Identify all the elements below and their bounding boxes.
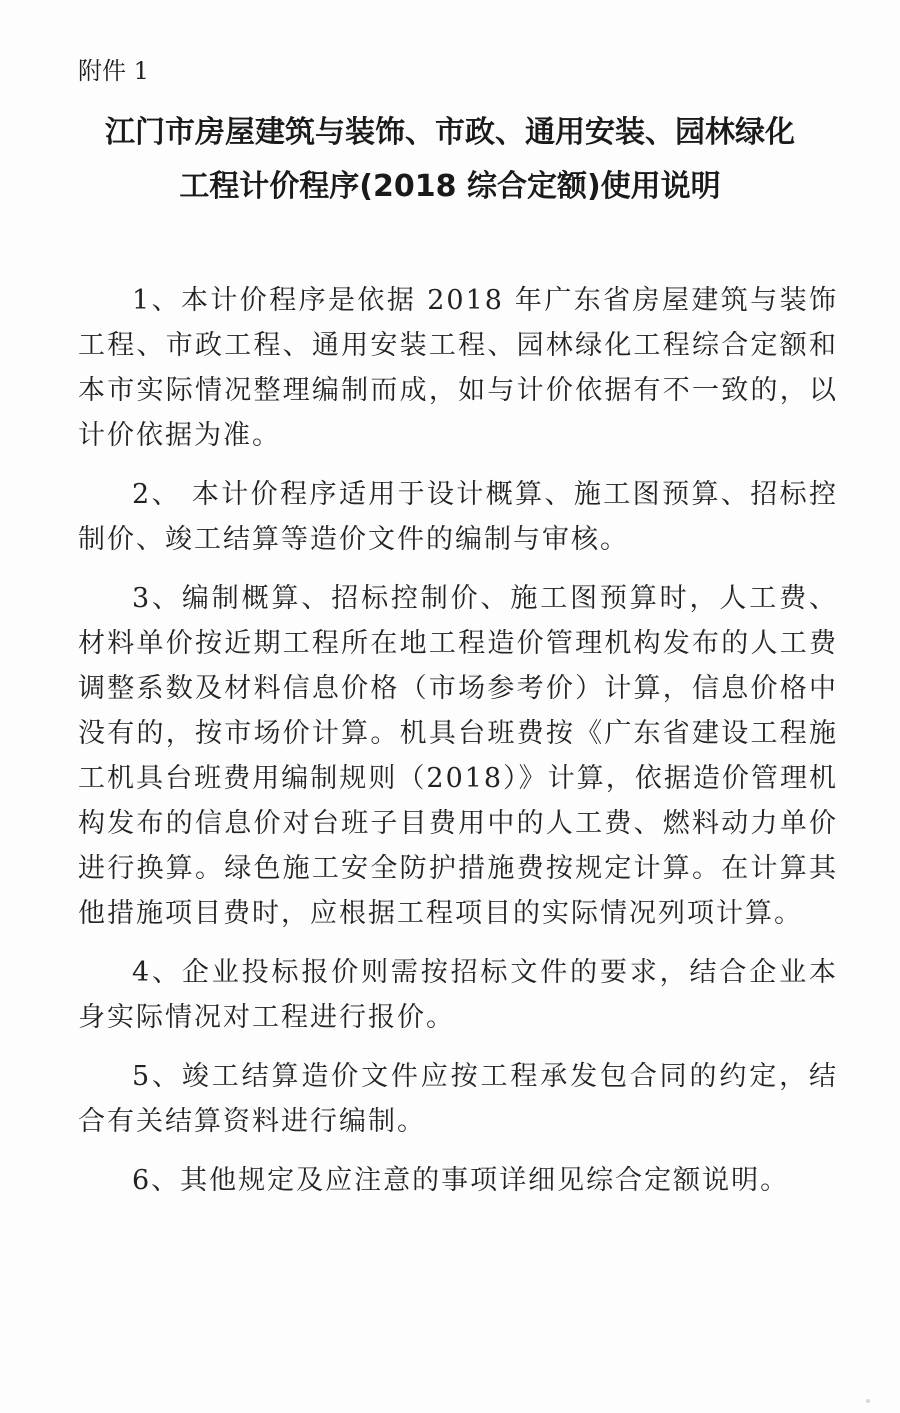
paragraph-4: 4、企业投标报价则需按招标文件的要求，结合企业本身实际情况对工程进行报价。 — [78, 957, 838, 1033]
paragraph-3: 3、编制概算、招标控制价、施工图预算时，人工费、材料单价按近期工程所在地工程造价管理机构发布的人工费调整系数及材料信息价格（市场参考价）计算，信息价格中没有的，按市场价计算。机具台班费按《广东省建设工程施工机具台班费用编制规则（2018）》计算，依据造价管理机构发布的信息价对台班子目费用中的人工费、燃料动力单价进行换算。绿色施工安全防护措施费按规定计算。在计算其他措施项目费时，应根据工程项目的实际情况列项计算。 — [78, 583, 838, 929]
paragraph-2: 2、 本计价程序适用于设计概算、施工图预算、招标控制价、竣工结算等造价文件的编制与审核。 — [78, 479, 838, 555]
paragraph-1: 1、本计价程序是依据 2018 年广东省房屋建筑与装饰工程、市政工程、通用安装工程、园林绿化工程综合定额和本市实际情况整理编制而成，如与计价依据有不一致的，以计价依据为准。 — [78, 285, 838, 451]
document-body — [78, 278, 838, 1219]
paragraph-6: 6、其他规定及应注意的事项详细见综合定额说明。 — [132, 1165, 790, 1196]
paragraph-5: 5、竣工结算造价文件应按工程承发包合同的约定，结合有关结算资料进行编制。 — [78, 1061, 838, 1137]
document-title — [0, 106, 900, 214]
scan-speck — [866, 1399, 870, 1403]
attachment-label: 附件 1 — [78, 57, 149, 85]
title-line-2: 工程计价程序(2018 综合定额)使用说明 — [179, 169, 721, 204]
title-line-1: 江门市房屋建筑与装饰、市政、通用安装、园林绿化 — [105, 115, 795, 150]
